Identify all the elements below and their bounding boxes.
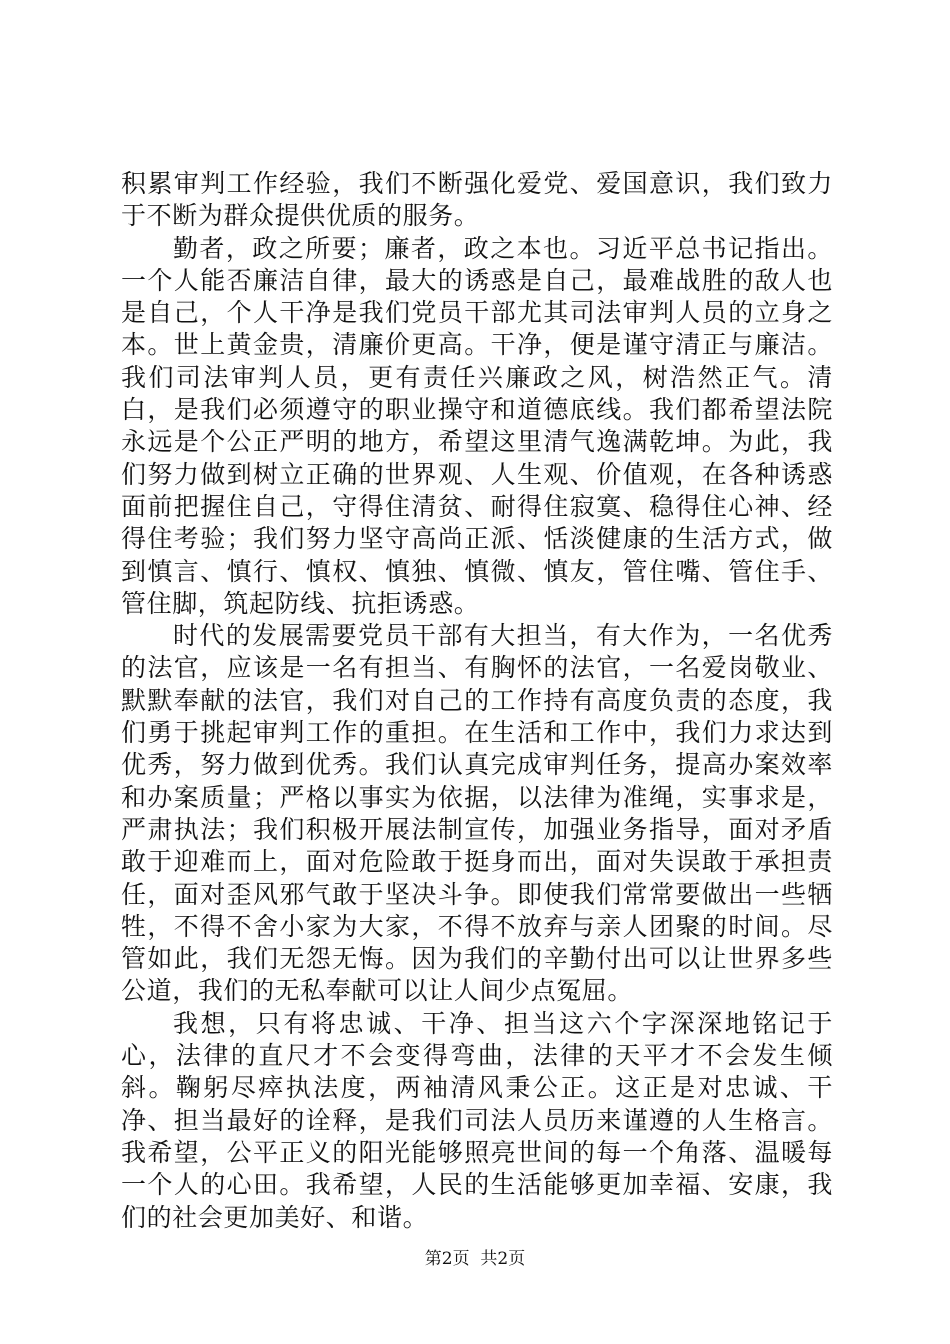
page-number: 第2页 共2页 [424,1249,526,1269]
page-footer [0,1244,950,1269]
paragraph-3: 时代的发展需要党员干部有大担当，有大作为，一名优秀的法官，应该是一名有担当、有胸怀的法官，一名爱岗敬业、默默奉献的法官，我们对自己的工作持有高度负责的态度，我们勇于挑起审判工作的重担。在生活和工作中，我们力求达到优秀，努力做到优秀。我们认真完成审判任务，提高办案效率和办案质量；严格以事实为依据，以法律为准绳，实事求是，严肃执法；我们积极开展法制宣传，加强业务指导，面对矛盾敢于迎难而上，面对危险敢于挺身而出，面对失误敢于承担责任，面对歪风邪气敢于坚决斗争。即使我们常常要做出一些牺牲，不得不舍小家为大家，不得不放弃与亲人团聚的时间。尽管如此，我们无怨无悔。因为我们的辛勤付出可以让世界多些公道，我们的无私奉献可以让人间少点冤屈。 [121,621,833,1006]
document-body [121,168,833,1234]
paragraph-1: 积累审判工作经验，我们不断强化爱党、爱国意识，我们致力于不断为群众提供优质的服务。 [121,169,833,231]
paragraph-4: 我想，只有将忠诚、干净、担当这六个字深深地铭记于心，法律的直尺才不会变得弯曲，法律的天平才不会发生倾斜。鞠躬尽瘁执法度，两袖清风秉公正。这正是对忠诚、干净、担当最好的诠释，是我们司法人员历来谨遵的人生格言。我希望，公平正义的阳光能够照亮世间的每一个角落、温暖每一个人的心田。我希望，人民的生活能够更加幸福、安康，我们的社会更加美好、和谐。 [121,1008,833,1232]
paragraph-2: 勤者，政之所要；廉者，政之本也。习近平总书记指出。一个人能否廉洁自律，最大的诱惑是自己，最难战胜的敌人也是自己，个人干净是我们党员干部尤其司法审判人员的立身之本。世上黄金贵，清廉价更高。干净，便是谨守清正与廉洁。我们司法审判人员，更有责任兴廉政之风，树浩然正气。清白，是我们必须遵守的职业操守和道德底线。我们都希望法院永远是个公正严明的地方，希望这里清气逸满乾坤。为此，我们努力做到树立正确的世界观、人生观、价值观，在各种诱惑面前把握住自己，守得住清贫、耐得住寂寞、稳得住心神、经得住考验；我们努力坚守高尚正派、恬淡健康的生活方式，做到慎言、慎行、慎权、慎独、慎微、慎友，管住嘴、管住手、管住脚，筑起防线、抗拒诱惑。 [121,233,833,618]
